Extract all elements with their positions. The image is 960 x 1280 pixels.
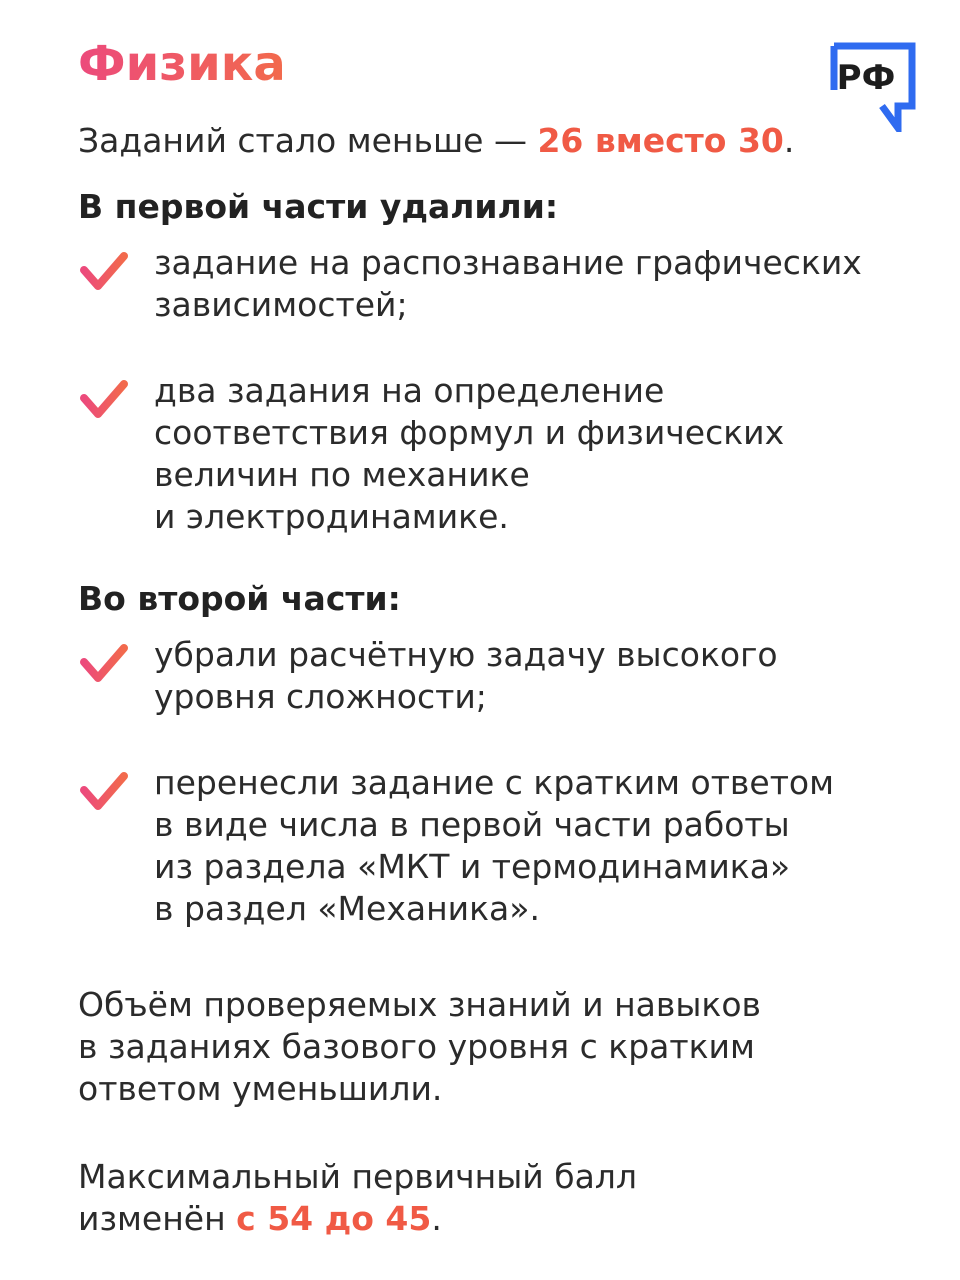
score-prefix: изменён — [78, 1199, 237, 1238]
page-title: Физика — [78, 36, 286, 92]
volume-note: Объём проверяемых знаний и навыков в заданиях базового уровня с кратким ответом уменьшили. — [78, 985, 761, 1108]
check-icon — [78, 250, 130, 294]
list-item-text: убрали расчётную задачу высокого уровня сложности; — [154, 635, 778, 716]
intro-highlight: 26 вместо 30 — [537, 121, 784, 160]
list-item-text: перенесли задание с кратким ответом в виде числа в первой части работы из раздела «МКТ и термодинамика» в раздел «Механика». — [154, 763, 834, 928]
rf-logo — [826, 40, 918, 132]
check-icon — [78, 642, 130, 686]
logo-text: РФ — [836, 58, 896, 98]
score-highlight: с 54 до 45 — [236, 1199, 432, 1238]
part2-heading: Во второй части: — [78, 579, 401, 618]
list-item-text: два задания на определение соответствия формул и физических величин по механике и электродинамике. — [154, 371, 785, 536]
list-item-text: задание на распознавание графических зависимостей; — [154, 243, 862, 324]
part1-heading: В первой части удалили: — [78, 187, 559, 226]
intro-prefix: Заданий стало меньше — — [78, 121, 538, 160]
score-line-1: Максимальный первичный балл — [78, 1157, 637, 1196]
check-icon — [78, 378, 130, 422]
check-icon — [78, 770, 130, 814]
intro-line — [78, 120, 794, 162]
intro-suffix: . — [783, 121, 795, 160]
score-suffix: . — [431, 1199, 442, 1238]
score-line-2 — [78, 1198, 442, 1240]
